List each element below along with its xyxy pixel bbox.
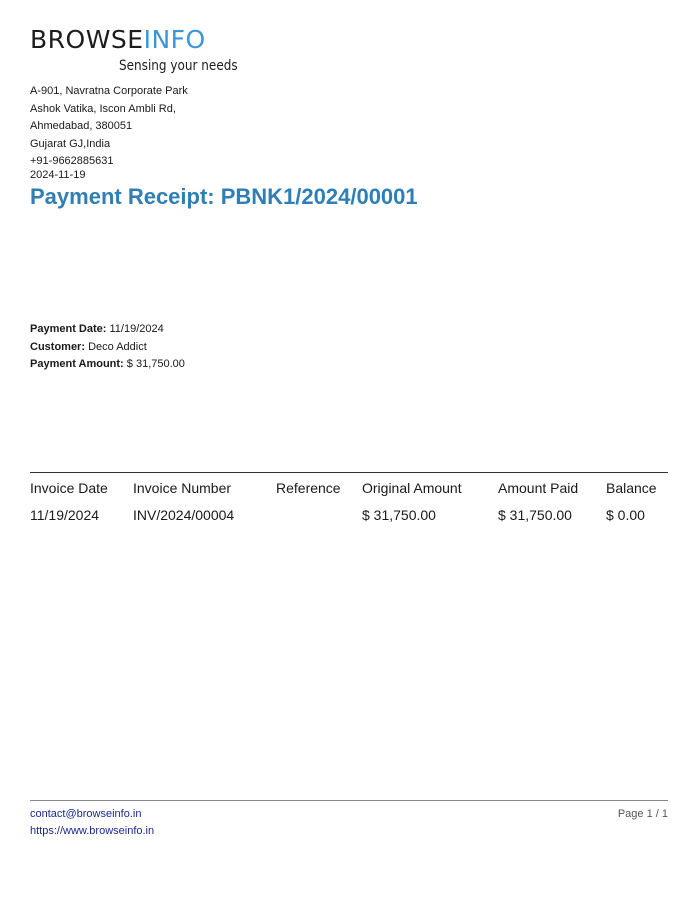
address-line: A-901, Navratna Corporate Park bbox=[30, 85, 188, 97]
invoice-table bbox=[30, 472, 668, 529]
payment-amount-value: $ 31,750.00 bbox=[126, 358, 185, 370]
company-address bbox=[30, 83, 188, 171]
column-header-balance: Balance bbox=[606, 480, 657, 496]
cell-invoice-date: 11/19/2024 bbox=[30, 507, 100, 523]
address-line: Gujarat GJ,India bbox=[30, 137, 111, 150]
column-header-invoice-number: Invoice Number bbox=[133, 480, 232, 496]
footer-website-link[interactable]: https://www.browseinfo.in bbox=[30, 825, 155, 837]
company-phone: +91-9662885631 bbox=[30, 155, 114, 167]
table-header-row bbox=[30, 473, 668, 501]
payment-date-row bbox=[30, 321, 185, 339]
customer-row bbox=[30, 339, 185, 357]
company-logo bbox=[30, 25, 238, 74]
print-date: 2024-11-19 bbox=[30, 169, 86, 181]
logo-browse-text: BROWSE bbox=[30, 25, 144, 54]
customer-label: Customer: bbox=[30, 340, 86, 353]
column-header-original-amount: Original Amount bbox=[362, 480, 462, 496]
payment-amount-label: Payment Amount: bbox=[30, 358, 124, 370]
cell-balance: $ 0.00 bbox=[606, 507, 645, 523]
address-line: Ashok Vatika, Iscon Ambli Rd, bbox=[30, 102, 176, 115]
page-number: Page 1 / 1 bbox=[617, 808, 668, 820]
cell-amount-paid: $ 31,750.00 bbox=[498, 507, 572, 523]
column-header-amount-paid: Amount Paid bbox=[498, 480, 579, 496]
logo-info-text: INFO bbox=[143, 25, 206, 54]
payment-date-value: 11/19/2024 bbox=[109, 323, 164, 335]
footer-email-link[interactable]: contact@browseinfo.in bbox=[30, 808, 142, 820]
cell-invoice-number: INV/2024/00004 bbox=[133, 507, 235, 523]
page-footer bbox=[30, 800, 668, 837]
customer-value: Deco Addict bbox=[88, 340, 147, 353]
page-title: Payment Receipt: PBNK1/2024/00001 bbox=[30, 184, 418, 209]
column-header-reference: Reference bbox=[276, 480, 341, 496]
payment-date-label: Payment Date: bbox=[30, 323, 107, 335]
payment-amount-row bbox=[30, 356, 185, 374]
cell-original-amount: $ 31,750.00 bbox=[362, 507, 436, 523]
logo-tagline: Sensing your needs bbox=[119, 58, 238, 74]
logo-wordmark bbox=[30, 26, 206, 54]
column-header-invoice-date: Invoice Date bbox=[30, 480, 108, 496]
payment-info bbox=[30, 321, 185, 374]
table-row bbox=[30, 501, 668, 529]
address-line: Ahmedabad, 380051 bbox=[30, 120, 133, 132]
